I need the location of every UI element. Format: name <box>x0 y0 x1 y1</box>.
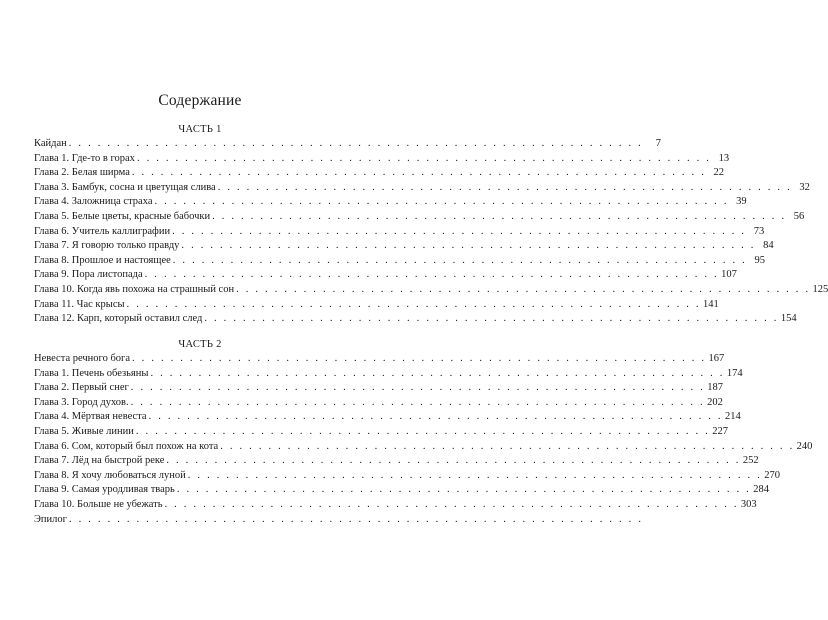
dot-leader: . . . . . . . . . . . . . . . . . . . . . . . . . . . . . . . . . . . . . . . . . . . . . . . . . . . . . . . . . . . . <box>130 396 705 408</box>
dot-leader: . . . . . . . . . . . . . . . . . . . . . . . . . . . . . . . . . . . . . . . . . . . . . . . . . . . . . . . . . . . . <box>204 313 779 325</box>
toc-entry-page-number: 39 <box>736 196 747 208</box>
toc-entry <box>34 210 805 226</box>
dot-leader: . . . . . . . . . . . . . . . . . . . . . . . . . . . . . . . . . . . . . . . . . . . . . . . . . . . . . . . . . . . . <box>154 196 729 208</box>
toc-entry-page-number: 154 <box>780 313 797 325</box>
toc-entry-label: Глава 1. Где-то в горах <box>34 152 135 164</box>
toc-entry-label: Эпилог <box>34 513 67 525</box>
toc-entry-label: Невеста речного бога <box>34 353 131 364</box>
dot-leader: . . . . . . . . . . . . . . . . . . . . . . . . . . . . . . . . . . . . . . . . . . . . . . . . . . . . . . . . . . . . <box>68 513 644 525</box>
dot-leader: . . . . . . . . . . . . . . . . . . . . . . . . . . . . . . . . . . . . . . . . . . . . . . . . . . . . . . . . . . . . <box>68 138 643 149</box>
toc-entry-label: Глава 2. Первый снег <box>34 382 129 394</box>
toc-entry <box>34 167 725 182</box>
toc-entry <box>34 382 723 397</box>
toc-entry <box>34 367 743 383</box>
toc-entry <box>34 411 741 426</box>
toc-entry-page-number: 125 <box>812 283 828 295</box>
toc-entry <box>34 181 810 197</box>
toc-entry <box>34 298 719 314</box>
dot-leader: . . . . . . . . . . . . . . . . . . . . . . . . . . . . . . . . . . . . . . . . . . . . . . . . . . . . . . . . . . . . <box>166 455 741 467</box>
toc-entry-page-number: 240 <box>796 440 813 452</box>
toc-entry-label: Глава 2. Белая ширма <box>34 167 130 179</box>
toc-entry-label: Глава 7. Я говорю только правду <box>34 240 180 252</box>
toc-entry-page-number: 7 <box>655 138 661 149</box>
dot-leader: . . . . . . . . . . . . . . . . . . . . . . . . . . . . . . . . . . . . . . . . . . . . . . . . . . . . . . . . . . . . <box>220 440 795 452</box>
contents-title: Содержание <box>158 92 242 109</box>
toc-entry <box>34 484 770 499</box>
dot-leader: . . . . . . . . . . . . . . . . . . . . . . . . . . . . . . . . . . . . . . . . . . . . . . . . . . . . . . . . . . . . <box>181 240 756 252</box>
dot-leader: . . . . . . . . . . . . . . . . . . . . . . . . . . . . . . . . . . . . . . . . . . . . . . . . . . . . . . . . . . . . <box>126 298 701 310</box>
toc-entry-page-number: 174 <box>726 367 743 379</box>
toc-entry <box>34 425 729 441</box>
toc-entry-label: Глава 5. Живые линии <box>34 425 134 437</box>
dot-leader: . . . . . . . . . . . . . . . . . . . . . . . . . . . . . . . . . . . . . . . . . . . . . . . . . . . . . . . . . . . . <box>150 367 725 379</box>
dot-leader: . . . . . . . . . . . . . . . . . . . . . . . . . . . . . . . . . . . . . . . . . . . . . . . . . . . . . . . . . . . . <box>236 283 811 295</box>
dot-leader: . . . . . . . . . . . . . . . . . . . . . . . . . . . . . . . . . . . . . . . . . . . . . . . . . . . . . . . . . . . . <box>136 152 712 164</box>
dot-leader: . . . . . . . . . . . . . . . . . . . . . . . . . . . . . . . . . . . . . . . . . . . . . . . . . . . . . . . . . . . . <box>212 210 787 222</box>
toc-entry <box>34 498 757 514</box>
toc-entry-page-number: 270 <box>764 469 780 481</box>
toc-entry <box>34 225 765 241</box>
dot-leader: . . . . . . . . . . . . . . . . . . . . . . . . . . . . . . . . . . . . . . . . . . . . . . . . . . . . . . . . . . . . <box>132 353 707 364</box>
toc-entry <box>34 440 813 456</box>
toc-entry-label: Глава 4. Мёртвая невеста <box>34 411 147 423</box>
toc-entry <box>34 313 797 328</box>
toc-entry-label: Глава 11. Час крысы <box>34 298 125 310</box>
toc-entry <box>34 196 747 211</box>
toc-entry-label: Глава 5. Белые цветы, красные бабочки <box>34 210 211 222</box>
part-2-toc <box>34 353 813 528</box>
toc-entry-page-number: 56 <box>793 210 805 222</box>
toc-entry <box>34 152 730 168</box>
toc-entry-page-number: 73 <box>753 225 765 237</box>
toc-entry-page-number: 95 <box>754 254 765 266</box>
dot-leader: . . . . . . . . . . . . . . . . . . . . . . . . . . . . . . . . . . . . . . . . . . . . . . . . . . . . . . . . . . . . <box>187 469 762 481</box>
toc-entry-label: Кайдан <box>34 138 67 149</box>
toc-entry <box>34 353 725 368</box>
dot-leader: . . . . . . . . . . . . . . . . . . . . . . . . . . . . . . . . . . . . . . . . . . . . . . . . . . . . . . . . . . . . <box>172 225 747 237</box>
part-2-heading: ЧАСТЬ 2 <box>178 339 222 350</box>
toc-entry-label: Глава 6. Сом, который был похож на кота <box>34 440 219 452</box>
toc-entry-page-number: 214 <box>725 411 741 423</box>
toc-entry-label: Глава 3. Бамбук, сосна и цветущая слива <box>34 181 216 193</box>
toc-entry-page-number: 84 <box>763 240 774 252</box>
toc-entry-page-number: 303 <box>740 498 757 510</box>
toc-entry-label: Глава 8. Прошлое и настоящее <box>34 254 171 266</box>
toc-entry-label: Глава 9. Пора листопада <box>34 269 143 281</box>
part-1-heading: ЧАСТЬ 1 <box>178 124 222 135</box>
toc-entry-page-number: 252 <box>742 455 759 467</box>
toc-entry-label: Глава 3. Город духов. <box>34 396 129 408</box>
part-1-toc <box>34 138 828 328</box>
toc-entry-page-number: 107 <box>721 269 737 281</box>
toc-entry <box>34 455 759 470</box>
toc-entry <box>34 138 661 153</box>
dot-leader: . . . . . . . . . . . . . . . . . . . . . . . . . . . . . . . . . . . . . . . . . . . . . . . . . . . . . . . . . . . . <box>144 269 719 281</box>
toc-entry-label: Глава 6. Учитель каллиграфии <box>34 225 171 237</box>
toc-entry-label: Глава 7. Лёд на быстрой реке <box>34 455 165 467</box>
toc-entry-label: Глава 10. Больше не убежать <box>34 498 163 510</box>
toc-entry-label: Глава 10. Когда явь похожа на страшный сон <box>34 283 235 295</box>
toc-entry-page-number: 32 <box>799 181 810 193</box>
toc-entry-page-number: 187 <box>707 382 723 394</box>
dot-leader: . . . . . . . . . . . . . . . . . . . . . . . . . . . . . . . . . . . . . . . . . . . . . . . . . . . . . . . . . . . . <box>217 181 792 193</box>
toc-entry-label: Глава 4. Заложница страха <box>34 196 153 208</box>
dot-leader: . . . . . . . . . . . . . . . . . . . . . . . . . . . . . . . . . . . . . . . . . . . . . . . . . . . . . . . . . . . . <box>130 382 705 394</box>
toc-entry-page-number: 284 <box>753 484 770 496</box>
toc-entry-page-number: 167 <box>708 353 725 364</box>
toc-entry <box>34 396 723 412</box>
toc-entry <box>34 269 737 284</box>
dot-leader: . . . . . . . . . . . . . . . . . . . . . . . . . . . . . . . . . . . . . . . . . . . . . . . . . . . . . . . . . . . . <box>172 254 747 266</box>
toc-entry <box>34 513 644 529</box>
dot-leader: . . . . . . . . . . . . . . . . . . . . . . . . . . . . . . . . . . . . . . . . . . . . . . . . . . . . . . . . . . . . <box>176 484 752 496</box>
toc-entry-label: Глава 9. Самая уродливая тварь <box>34 484 175 496</box>
dot-leader: . . . . . . . . . . . . . . . . . . . . . . . . . . . . . . . . . . . . . . . . . . . . . . . . . . . . . . . . . . . . <box>135 425 711 437</box>
toc-entry-label: Глава 8. Я хочу любоваться луной <box>34 469 186 481</box>
toc-entry-page-number: 22 <box>713 167 725 179</box>
dot-leader: . . . . . . . . . . . . . . . . . . . . . . . . . . . . . . . . . . . . . . . . . . . . . . . . . . . . . . . . . . . . <box>148 411 723 423</box>
toc-entry <box>34 240 774 255</box>
dot-leader: . . . . . . . . . . . . . . . . . . . . . . . . . . . . . . . . . . . . . . . . . . . . . . . . . . . . . . . . . . . . <box>131 167 707 179</box>
toc-entry-page-number: 141 <box>702 298 719 310</box>
toc-entry-page-number: 202 <box>707 396 723 408</box>
toc-entry <box>34 254 765 270</box>
dot-leader: . . . . . . . . . . . . . . . . . . . . . . . . . . . . . . . . . . . . . . . . . . . . . . . . . . . . . . . . . . . . <box>164 498 739 510</box>
toc-entry-label: Глава 1. Печень обезьяны <box>34 367 149 379</box>
toc-entry <box>34 283 828 299</box>
toc-entry-page-number: 13 <box>718 152 730 164</box>
toc-entry <box>34 469 780 485</box>
toc-entry-page-number: 227 <box>712 425 729 437</box>
toc-entry-label: Глава 12. Карп, который оставил след <box>34 313 203 325</box>
